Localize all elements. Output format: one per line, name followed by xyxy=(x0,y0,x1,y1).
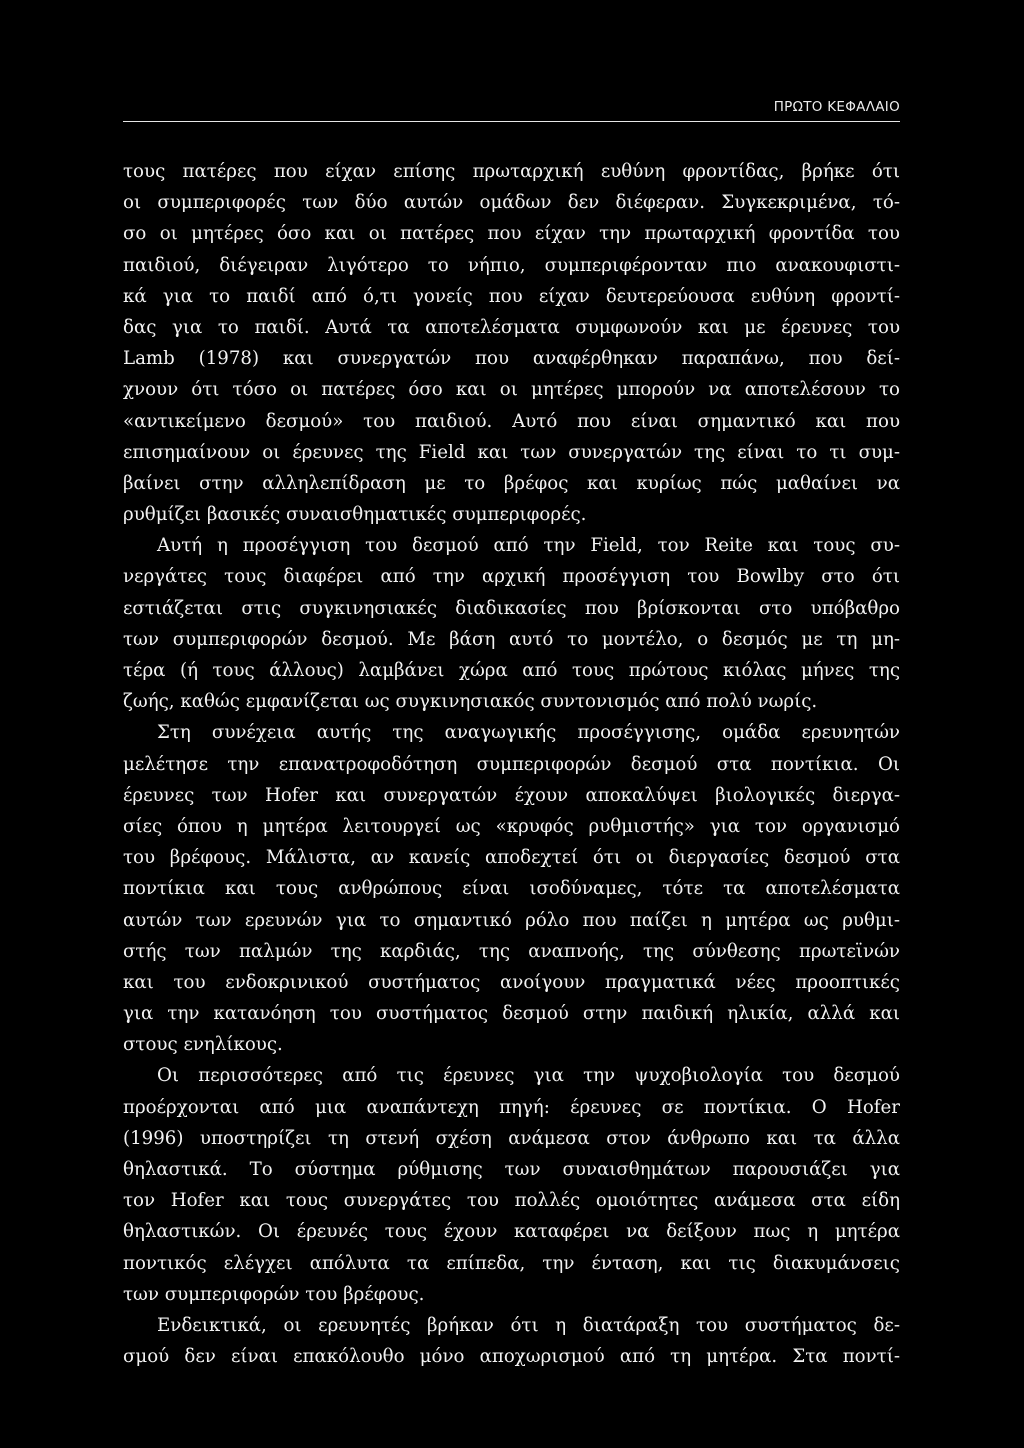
text-line: και του ενδοκρινικού συστήματος ανοίγουν πραγματικά νέες προοπτικές xyxy=(123,971,900,993)
text-line: των συμπεριφορών του βρέφους. xyxy=(123,1283,425,1305)
text-line: παιδιού, διέγειραν λιγότερο το νήπιο, συμπεριφέρονταν πιο ανακουφιστι- xyxy=(123,254,900,276)
text-line: δας για το παιδί. Αυτά τα αποτελέσματα συμφωνούν και με έρευνες του xyxy=(123,316,900,338)
text-line: νεργάτες τους διαφέρει από την αρχική προσέγγιση του Bowlby στο ότι xyxy=(123,566,900,588)
text-line: αυτών των ερευνών για το σημαντικό ρόλο που παίζει η μητέρα ως ρυθμι- xyxy=(123,909,900,931)
text-line: Ενδεικτικά, οι ερευνητές βρήκαν ότι η διατάραξη του συστήματος δε- xyxy=(157,1314,900,1336)
text-line: ποντικός ελέγχει απόλυτα τα επίπεδα, την ένταση, και τις διακυμάνσεις xyxy=(123,1252,900,1274)
text-line: Στη συνέχεια αυτής της αναγωγικής προσέγγισης, ομάδα ερευνητών xyxy=(157,722,900,744)
text-line: του βρέφους. Μάλιστα, αν κανείς αποδεχτεί ότι οι διεργασίες δεσμού στα xyxy=(123,847,900,869)
text-line: επισημαίνουν οι έρευνες της Field και των συνεργατών της είναι το τι συμ- xyxy=(123,441,900,463)
text-line: σμού δεν είναι επακόλουθο μόνο αποχωρισμού από τη μητέρα. Στα ποντί- xyxy=(123,1346,900,1368)
text-line: ζωής, καθώς εμφανίζεται ως συγκινησιακός συντονισμός από πολύ νωρίς. xyxy=(123,691,818,713)
text-line: τέρα (ή τους άλλους) λαμβάνει χώρα από τους πρώτους κιόλας μήνες της xyxy=(123,660,900,681)
text-line: ποντίκια και τους ανθρώπους είναι ισοδύναμες, τότε τα αποτελέσματα xyxy=(123,878,900,900)
text-line: (1996) υποστηρίζει τη στενή σχέση ανάμεσα στον άνθρωπο και τα άλλα xyxy=(123,1127,900,1149)
text-line: Αυτή η προσέγγιση του δεσμού από την Field, τον Reite και τους συ- xyxy=(157,535,900,557)
text-line: Οι περισσότερες από τις έρευνες για την ψυχοβιολογία του δεσμού xyxy=(157,1065,900,1087)
chapter-title: ΠΡΩΤΟ ΚΕΦΑΛΑΙΟ xyxy=(773,99,900,115)
text-line: θηλαστικών. Οι έρευνές τους έχουν καταφέρει να δείξουν πως η μητέρα xyxy=(123,1221,900,1243)
text-line: προέρχονται από μια αναπάντεχη πηγή: έρευνες σε ποντίκια. Ο Hofer xyxy=(123,1096,900,1118)
text-line: εστιάζεται στις συγκινησιακές διαδικασίες που βρίσκονται στο υπόβαθρο xyxy=(123,597,900,619)
text-line: κά για το παιδί από ό,τι γονείς που είχαν δευτερεύουσα ευθύνη φροντί- xyxy=(123,285,900,307)
text-line: μελέτησε την επανατροφοδότηση συμπεριφορών δεσμού στα ποντίκια. Οι xyxy=(123,753,900,775)
text-line: τους πατέρες που είχαν επίσης πρωταρχική ευθύνη φροντίδας, βρήκε ότι xyxy=(123,161,900,182)
text-line: Lamb (1978) και συνεργατών που αναφέρθηκαν παραπάνω, που δεί- xyxy=(123,348,900,370)
running-header xyxy=(123,95,900,122)
body-text xyxy=(123,156,900,1372)
text-line: έρευνες των Hofer και συνεργατών έχουν αποκαλύψει βιολογικές διεργα- xyxy=(123,784,900,806)
text-line: στους ενηλίκους. xyxy=(123,1034,283,1056)
text-line: οι συμπεριφορές των δύο αυτών ομάδων δεν διέφεραν. Συγκεκριμένα, τό- xyxy=(123,192,900,214)
text-line: των συμπεριφορών δεσμού. Με βάση αυτό το μοντέλο, ο δεσμός με τη μη- xyxy=(123,628,900,650)
text-line: σο οι μητέρες όσο και οι πατέρες που είχαν την πρωταρχική φροντίδα του xyxy=(123,223,900,245)
text-line: στής των παλμών της καρδιάς, της αναπνοής, της σύνθεσης πρωτεϊνών xyxy=(123,940,900,962)
text-line: θηλαστικά. Το σύστημα ρύθμισης των συναισθημάτων παρουσιάζει για xyxy=(123,1159,900,1180)
text-line: χνουν ότι τόσο οι πατέρες όσο και οι μητέρες μπορούν να αποτελέσουν το xyxy=(123,379,900,401)
text-line: σίες όπου η μητέρα λειτουργεί ως «κρυφός ρυθμιστής» για τον οργανισμό xyxy=(123,815,900,837)
text-line: βαίνει στην αλληλεπίδραση με το βρέφος και κυρίως πώς μαθαίνει να xyxy=(123,472,900,494)
text-line: «αντικείμενο δεσμού» του παιδιού. Αυτό που είναι σημαντικό και που xyxy=(123,410,900,432)
text-line: τον Hofer και τους συνεργάτες του πολλές ομοιότητες ανάμεσα στα είδη xyxy=(123,1190,900,1212)
text-line: ρυθμίζει βασικές συναισθηματικές συμπεριφορές. xyxy=(123,504,587,526)
text-line: για την κατανόηση του συστήματος δεσμού στην παιδική ηλικία, αλλά και xyxy=(123,1003,900,1025)
